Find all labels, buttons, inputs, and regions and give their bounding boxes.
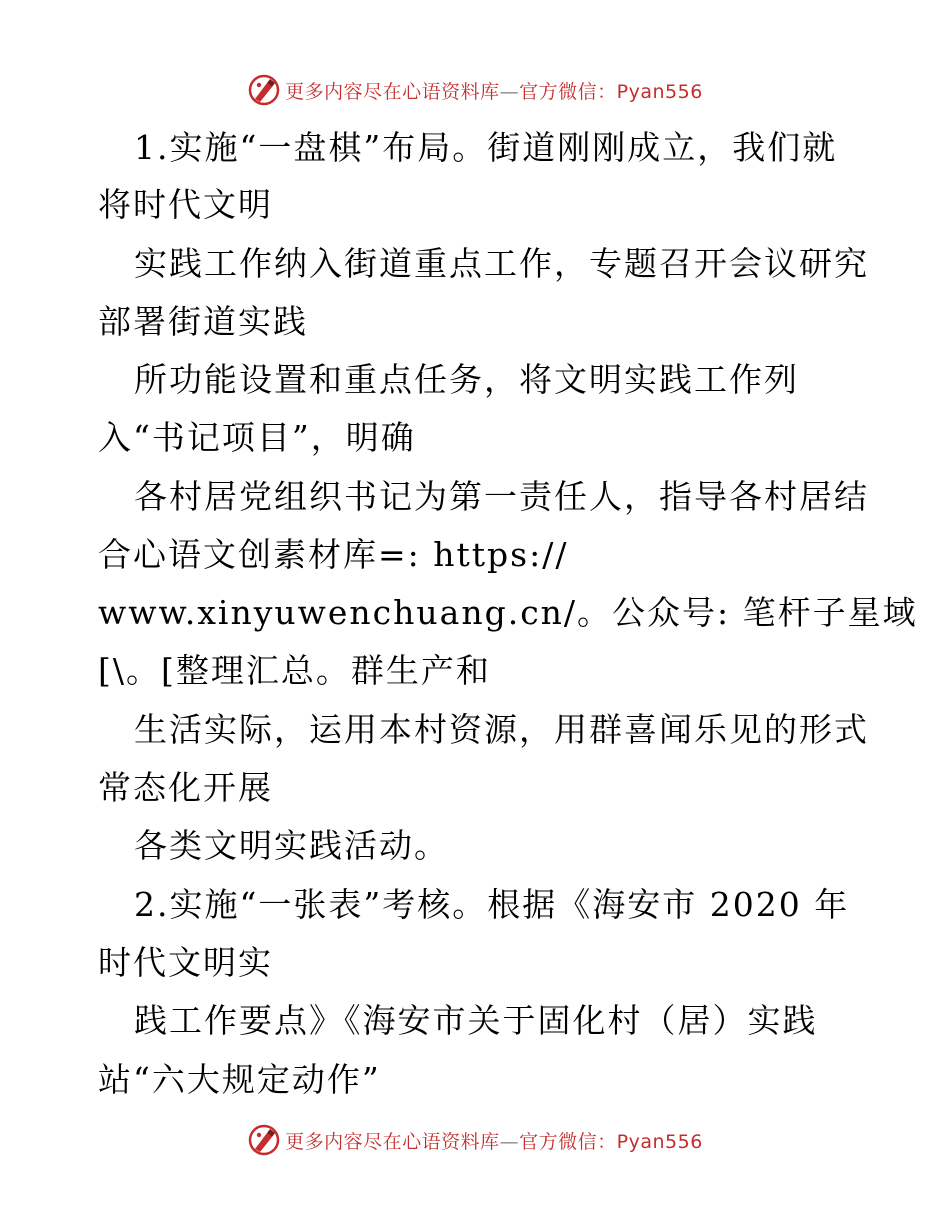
body-line: 合心语文创素材库=: https:// <box>98 535 569 574</box>
body-line: www.xinyuwenchuang.cn/。公众号: 笔杆子星域 <box>98 593 918 632</box>
body-line: 常态化开展 <box>98 768 273 807</box>
body-line: 所功能设置和重点任务，将文明实践工作列 <box>134 360 799 399</box>
banner-wechat-text: 官方微信：Pyan556 <box>519 80 703 103</box>
body-line: 2.实施“一张表”考核。根据《海安市 2020 年 <box>134 885 850 924</box>
banner-wechat-text: 官方微信：Pyan556 <box>519 1130 703 1153</box>
body-line: 时代文明实 <box>98 943 273 982</box>
banner-main-text: 更多内容尽在心语资料库 <box>285 80 500 103</box>
body-line: 生活实际，运用本村资源，用群喜闻乐见的形式 <box>134 710 869 749</box>
banner-main-text: 更多内容尽在心语资料库 <box>285 1130 500 1153</box>
footer-banner <box>0 1120 950 1160</box>
body-line: 部署街道实践 <box>98 302 308 341</box>
body-line: 各类文明实践活动。 <box>134 826 449 865</box>
body-line: 站“六大规定动作” <box>98 1060 381 1099</box>
body-line: 实践工作纳入街道重点工作，专题召开会议研究 <box>134 244 869 283</box>
pen-logo-icon <box>247 1123 281 1157</box>
banner-dash: — <box>499 1130 520 1153</box>
banner-dash: — <box>499 80 520 103</box>
body-line: 1.实施“一盘棋”布局。街道刚刚成立，我们就 <box>134 128 838 167</box>
body-line: 各村居党组织书记为第一责任人，指导各村居结 <box>134 477 869 516</box>
body-line: [\。[整理汇总。群生产和 <box>98 651 491 690</box>
body-line: 践工作要点》《海安市关于固化村（居）实践 <box>134 1001 818 1040</box>
body-line: 入“书记项目”，明确 <box>98 418 416 457</box>
footer-banner-text <box>285 1127 703 1154</box>
body-line: 将时代文明 <box>98 185 273 224</box>
